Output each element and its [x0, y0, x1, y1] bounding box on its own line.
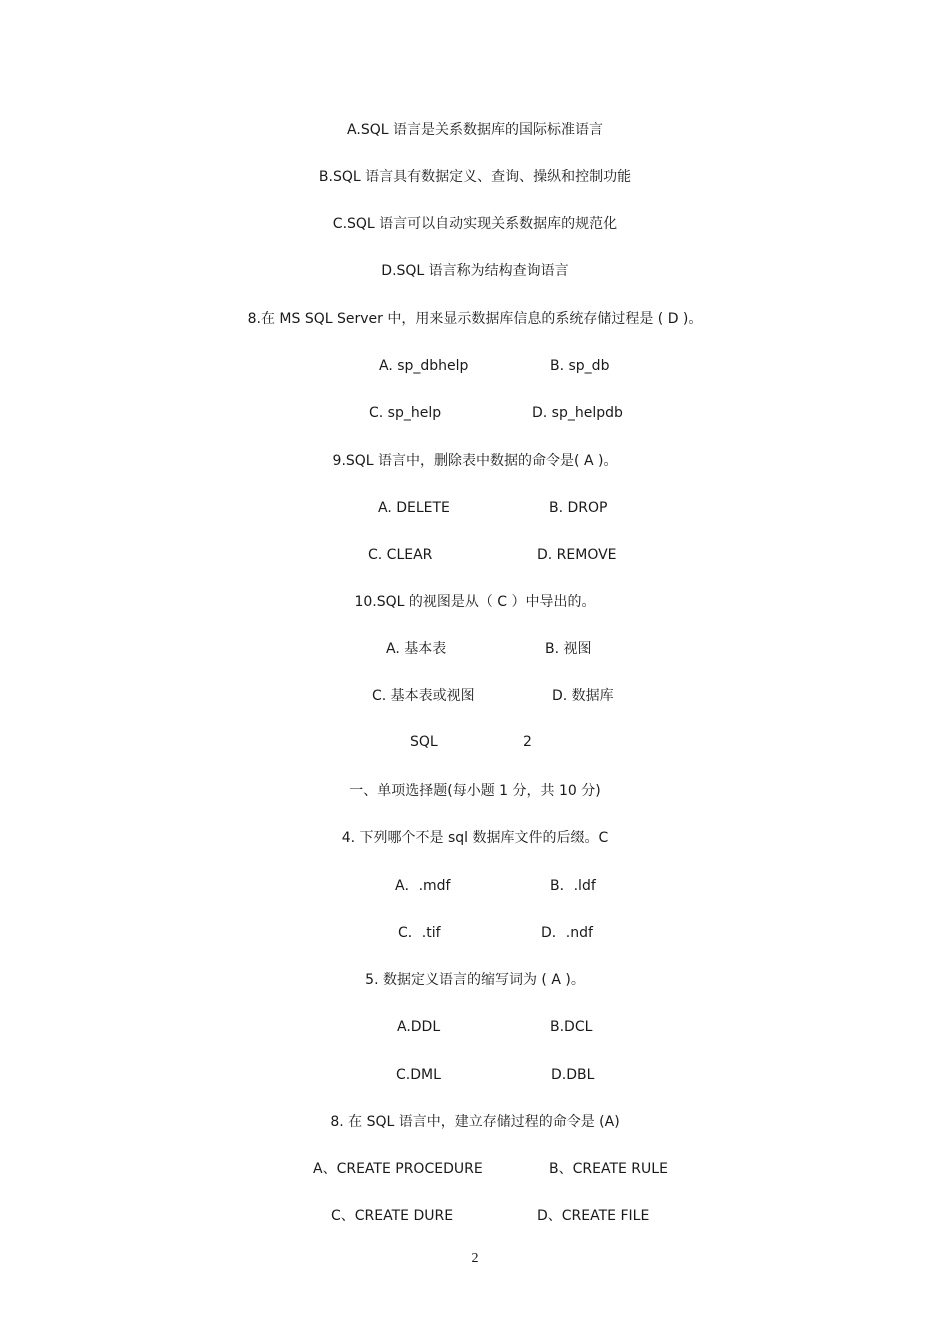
s2-q4-option-c: C．.tif	[398, 925, 441, 941]
s2-q4-options-row-2	[0, 924, 950, 942]
q8-options-row-1	[0, 357, 950, 375]
q7-option-a: A.SQL 语言是关系数据库的国际标准语言	[347, 122, 603, 138]
q8-option-b: B. sp_db	[550, 358, 610, 374]
s2-q4-options-row-1	[0, 877, 950, 895]
s2-q8-option-c: C、CREATE DURE	[331, 1208, 454, 1224]
question-10: 10.SQL 的视图是从（ C ）中导出的。	[354, 594, 596, 610]
s2-q5-options-row-2	[0, 1066, 950, 1084]
section-heading: 一、单项选择题(每小题 1 分，共 10 分)	[349, 783, 601, 799]
q10-option-a: A. 基本表	[386, 641, 447, 657]
q10-option-d: D. 数据库	[552, 688, 614, 704]
question-8: 8.在 MS SQL Server 中，用来显示数据库信息的系统存储过程是 ( D )。	[247, 311, 703, 327]
page-number: 2	[471, 1251, 479, 1266]
s2-q5-option-a: A.DDL	[397, 1019, 441, 1035]
q9-option-d: D. REMOVE	[537, 547, 617, 563]
q9-option-c: C. CLEAR	[368, 547, 433, 563]
q8-option-d: D. sp_helpdb	[532, 405, 623, 421]
s2-question-8: 8. 在 SQL 语言中，建立存储过程的命令是 (A)	[330, 1114, 620, 1130]
s2-q8-options-row-2	[0, 1207, 950, 1225]
q10-options-row-1	[0, 640, 950, 658]
q8-options-row-2	[0, 404, 950, 422]
s2-q5-option-b: B.DCL	[550, 1019, 593, 1035]
q10-option-b: B. 视图	[545, 641, 592, 657]
q8-option-a: A. sp_dbhelp	[379, 358, 469, 374]
q8-option-c: C. sp_help	[369, 405, 442, 421]
question-9: 9.SQL 语言中，删除表中数据的命令是( A )。	[332, 453, 618, 469]
q10-options-row-2	[0, 687, 950, 705]
q7-option-b: B.SQL 语言具有数据定义、查询、操纵和控制功能	[318, 169, 632, 185]
s2-q4-option-b: B．.ldf	[550, 878, 596, 894]
section-title: SQL	[410, 734, 438, 750]
section-number: 2	[523, 734, 532, 750]
s2-question-4: 4. 下列哪个不是 sql 数据库文件的后缀。C	[341, 830, 609, 846]
s2-q8-option-d: D、CREATE FILE	[537, 1208, 650, 1224]
q10-option-c: C. 基本表或视图	[372, 688, 475, 704]
s2-q5-options-row-1	[0, 1018, 950, 1036]
s2-q8-option-a: A、CREATE PROCEDURE	[313, 1161, 483, 1177]
q7-option-c: C.SQL 语言可以自动实现关系数据库的规范化	[332, 216, 618, 232]
s2-q5-option-d: D.DBL	[551, 1067, 595, 1083]
q7-option-d: D.SQL 语言称为结构查询语言	[381, 263, 569, 279]
s2-q4-option-d: D．.ndf	[541, 925, 593, 941]
s2-q8-option-b: B、CREATE RULE	[549, 1161, 668, 1177]
s2-q8-options-row-1	[0, 1160, 950, 1178]
s2-q4-option-a: A．.mdf	[395, 878, 451, 894]
s2-question-5: 5. 数据定义语言的缩写词为 ( A )。	[365, 972, 585, 988]
s2-q5-option-c: C.DML	[396, 1067, 441, 1083]
q9-options-row-1	[0, 499, 950, 517]
q9-option-b: B. DROP	[549, 500, 608, 516]
q9-options-row-2	[0, 546, 950, 564]
section-header	[0, 733, 950, 751]
q9-option-a: A. DELETE	[378, 500, 450, 516]
